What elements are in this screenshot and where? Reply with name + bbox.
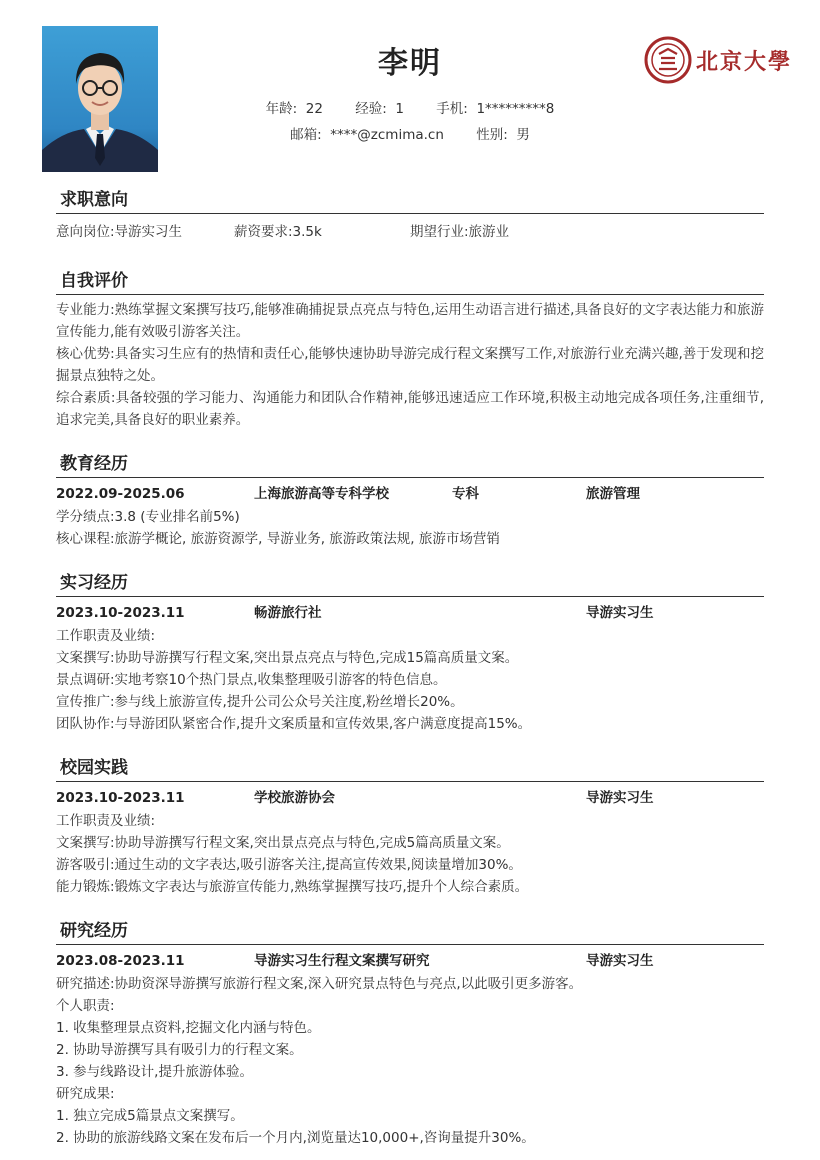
internship-detail: 团队协作:与导游团队紧密合作,提升文案质量和宣传效果,客户满意度提高15%。 bbox=[56, 716, 532, 732]
section-title: 实习经历 bbox=[56, 569, 764, 597]
major: 旅游管理 bbox=[586, 486, 640, 502]
research-detail: 研究描述:协助资深导游撰写旅游行程文案,深入研究景点特色与亮点,以此吸引更多游客。 bbox=[56, 976, 583, 992]
internship-role: 导游实习生 bbox=[586, 605, 654, 621]
experience-info bbox=[355, 97, 404, 117]
phone-info bbox=[436, 97, 554, 117]
email-label: 邮箱: bbox=[290, 127, 322, 143]
campus-practice-section bbox=[56, 754, 764, 898]
self-evaluation-body bbox=[56, 299, 764, 431]
gender-label: 性别: bbox=[476, 127, 508, 143]
self-evaluation-paragraph: 专业能力:熟练掌握文案撰写技巧,能够准确捕捉景点亮点与特色,运用生动语言进行描述,具备良好的文字表达能力和旅游宣传能力,能有效吸引游客关注。 bbox=[56, 302, 764, 340]
campus-period: 2023.10-2023.11 bbox=[56, 790, 185, 806]
basic-info-line-2 bbox=[0, 123, 820, 143]
email-value: ****@zcmima.cn bbox=[330, 127, 444, 143]
research-detail: 研究成果: bbox=[56, 1086, 115, 1102]
campus-detail: 游客吸引:通过生动的文字表达,吸引游客关注,提高宣传效果,阅读量增加30%。 bbox=[56, 857, 522, 873]
internship-detail: 宣传推广:参与线上旅游宣传,提升公司公众号关注度,粉丝增长20%。 bbox=[56, 694, 464, 710]
research-topic: 导游实习生行程文案撰写研究 bbox=[254, 953, 430, 969]
self-evaluation-section bbox=[56, 267, 764, 431]
age-label: 年龄: bbox=[265, 101, 298, 117]
section-title: 教育经历 bbox=[56, 450, 764, 478]
campus-detail: 工作职责及业绩: bbox=[56, 813, 156, 829]
section-title: 自我评价 bbox=[56, 267, 764, 295]
research-detail: 2. 协助导游撰写具有吸引力的行程文案。 bbox=[56, 1042, 303, 1058]
section-title: 校园实践 bbox=[56, 754, 764, 782]
campus-detail: 文案撰写:协助导游撰写行程文案,突出景点亮点与特色,完成5篇高质量文案。 bbox=[56, 835, 510, 851]
internship-detail: 景点调研:实地考察10个热门景点,收集整理吸引游客的特色信息。 bbox=[56, 672, 447, 688]
research-section bbox=[56, 917, 764, 1149]
school-name: 上海旅游高等专科学校 bbox=[254, 486, 389, 502]
research-detail: 1. 收集整理景点资料,挖掘文化内涵与特色。 bbox=[56, 1020, 321, 1036]
salary-expectation: 薪资要求:3.5k bbox=[234, 224, 322, 240]
candidate-name: 李明 bbox=[378, 46, 442, 81]
campus-header-row bbox=[56, 786, 764, 810]
education-period: 2022.09-2025.06 bbox=[56, 486, 185, 502]
research-detail: 3. 参与线路设计,提升旅游体验。 bbox=[56, 1064, 253, 1080]
email-info bbox=[290, 123, 444, 143]
phone-value: 1*********8 bbox=[476, 101, 555, 117]
company-name: 畅游旅行社 bbox=[254, 605, 322, 621]
campus-role: 导游实习生 bbox=[586, 790, 654, 806]
internship-section bbox=[56, 569, 764, 735]
school-emblem-icon bbox=[644, 36, 692, 84]
expected-industry: 期望行业:旅游业 bbox=[410, 224, 510, 240]
gender-info bbox=[476, 123, 530, 143]
job-intent-row bbox=[56, 220, 764, 244]
self-evaluation-paragraph: 综合素质:具备较强的学习能力、沟通能力和团队合作精神,能够迅速适应工作环境,积极主动地完成各项任务,注重细节,追求完美,具备良好的职业素养。 bbox=[56, 390, 764, 428]
age-info bbox=[266, 97, 323, 117]
experience-value: 1 bbox=[395, 101, 404, 117]
organization-name: 学校旅游协会 bbox=[254, 790, 335, 806]
section-title: 求职意向 bbox=[56, 186, 764, 214]
internship-detail: 工作职责及业绩: bbox=[56, 628, 156, 644]
research-role: 导游实习生 bbox=[586, 953, 654, 969]
education-section bbox=[56, 450, 764, 550]
degree: 专科 bbox=[452, 486, 479, 502]
education-detail: 学分绩点:3.8 (专业排名前5%) bbox=[56, 509, 240, 525]
intended-position: 意向岗位:导游实习生 bbox=[56, 224, 183, 240]
job-intent-section bbox=[56, 186, 764, 244]
section-title: 研究经历 bbox=[56, 917, 764, 945]
gender-value: 男 bbox=[516, 127, 530, 143]
basic-info-line-1 bbox=[0, 97, 820, 117]
age-value: 22 bbox=[305, 101, 323, 117]
internship-header-row bbox=[56, 601, 764, 625]
self-evaluation-paragraph: 核心优势:具备实习生应有的热情和责任心,能够快速协助导游完成行程文案撰写工作,对旅游行业充满兴趣,善于发现和挖掘景点独特之处。 bbox=[56, 346, 764, 384]
internship-detail: 文案撰写:协助导游撰写行程文案,突出景点亮点与特色,完成15篇高质量文案。 bbox=[56, 650, 519, 666]
research-detail: 1. 独立完成5篇景点文案撰写。 bbox=[56, 1108, 244, 1124]
campus-detail: 能力锻炼:锻炼文字表达与旅游宣传能力,熟练掌握撰写技巧,提升个人综合素质。 bbox=[56, 879, 529, 895]
internship-period: 2023.10-2023.11 bbox=[56, 605, 185, 621]
research-header-row bbox=[56, 949, 764, 973]
research-period: 2023.08-2023.11 bbox=[56, 953, 185, 969]
school-logo-text: 北京大學 bbox=[696, 49, 793, 75]
school-logo bbox=[644, 36, 794, 86]
experience-label: 经验: bbox=[355, 101, 387, 117]
education-detail: 核心课程:旅游学概论, 旅游资源学, 导游业务, 旅游政策法规, 旅游市场营销 bbox=[56, 531, 500, 547]
phone-label: 手机: bbox=[436, 101, 468, 117]
research-detail: 个人职责: bbox=[56, 998, 115, 1014]
research-detail: 2. 协助的旅游线路文案在发布后一个月内,浏览量达10,000+,咨询量提升30%。 bbox=[56, 1130, 535, 1146]
education-header-row bbox=[56, 482, 764, 506]
